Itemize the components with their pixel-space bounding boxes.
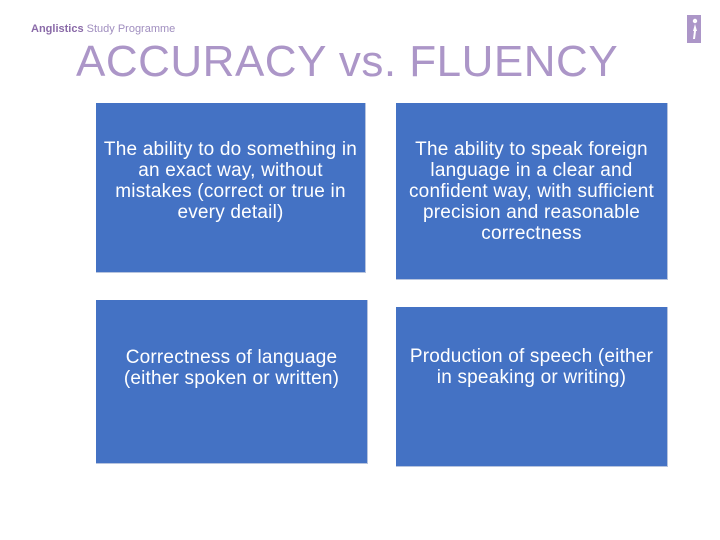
accuracy-focus-cell [96, 300, 368, 464]
programme-subtitle: Study Programme [86, 23, 176, 35]
accuracy-definition-cell [96, 103, 366, 273]
accuracy-definition-text: The ability to do something in an exact way, without mistakes (correct or true in every detail) [103, 138, 358, 223]
accuracy-focus-text: Correctness of language (either spoken or written) [123, 346, 340, 389]
programme-label [31, 23, 175, 35]
fluency-focus-cell [396, 307, 668, 467]
fluency-definition-cell [396, 103, 668, 280]
programme-brand: Anglistics [31, 23, 84, 35]
page-title: ACCURACY vs. FLUENCY [76, 37, 619, 86]
fluency-definition-text: The ability to speak foreign language in a clear and confident way, with sufficient precision and reasonable correctness [408, 138, 655, 244]
figure-logo-icon [687, 15, 701, 43]
fluency-focus-text: Production of speech (either in speaking or writing) [409, 345, 654, 388]
